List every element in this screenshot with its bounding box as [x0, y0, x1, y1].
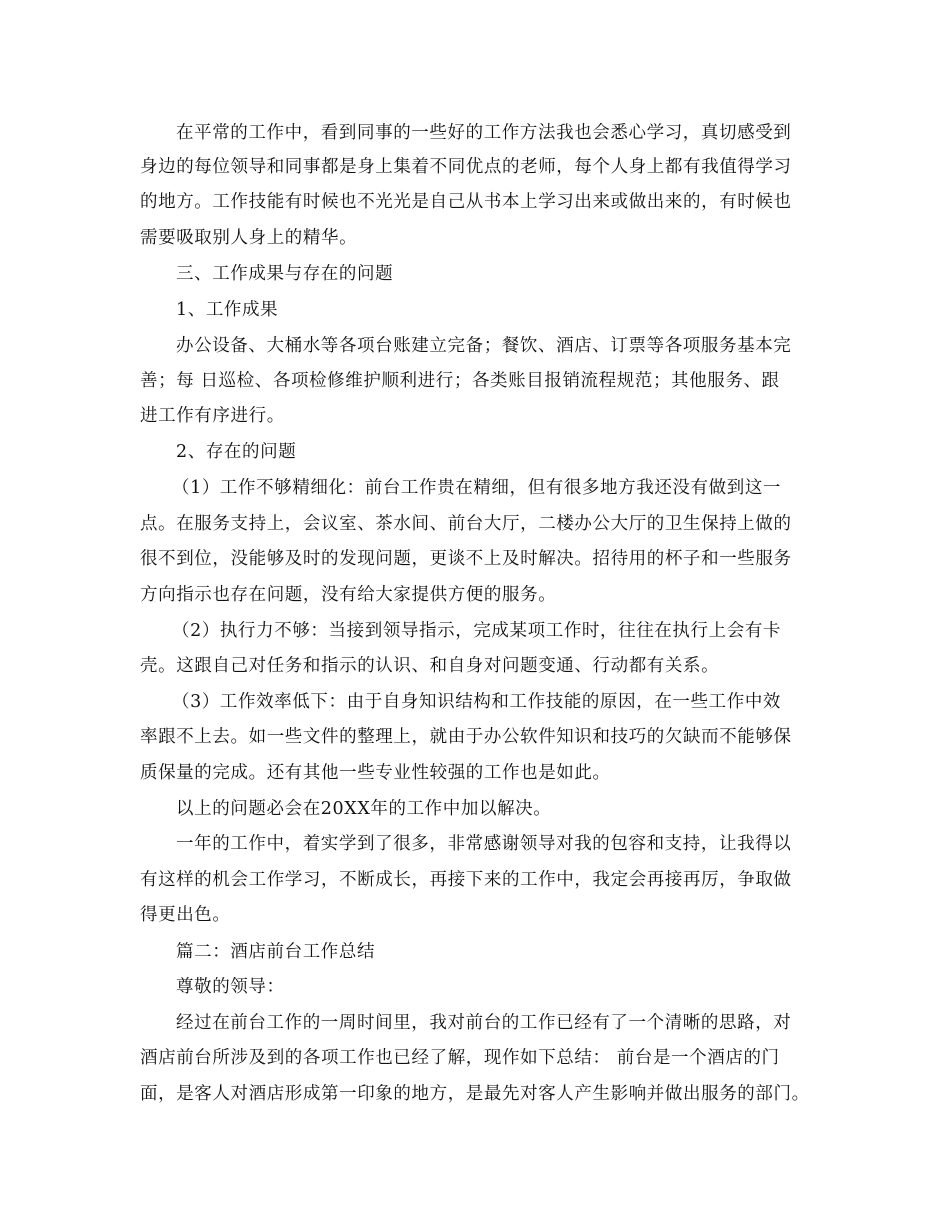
paragraph-line: 率跟不上去。如一些文件的整理上，就由于办公软件知识和技巧的欠缺而不能够保: [140, 727, 792, 747]
paragraph-line: （1）工作不够精细化：前台工作贵在精细，但有很多地方我还没有做到这一: [172, 478, 782, 498]
paragraph-line: 很不到位，没能够及时的发现问题，更谈不上及时解决。招待用的杯子和一些服务: [140, 549, 792, 569]
salutation: 尊敬的领导：: [176, 977, 285, 997]
paragraph-line: 得更出色。: [140, 905, 231, 925]
paragraph-line: 点。在服务支持上，会议室、茶水间、前台大厅，二楼办公大厅的卫生保持上做的: [140, 514, 792, 534]
paragraph-line: 酒店前台所涉及到的各项工作也已经了解，现作如下总结： 前台是一个酒店的门: [140, 1048, 780, 1068]
paragraph-line: 质保量的完成。还有其他一些专业性较强的工作也是如此。: [140, 763, 611, 783]
paragraph-line: 的地方。工作技能有时候也不光光是自己从书本上学习出来或做出来的，有时候也: [140, 192, 792, 212]
paragraph-line: （2）执行力不够：当接到领导指示，完成某项工作时，往往在执行上会有卡: [172, 621, 782, 641]
paragraph-line: 进工作有序进行。: [140, 406, 285, 426]
paragraph-line: 壳。这跟自己对任务和指示的认识、和自身对问题变通、行动都有关系。: [140, 656, 720, 676]
paragraph-line: 办公设备、大桶水等各项台账建立完备；餐饮、酒店、订票等各项服务基本完: [176, 336, 792, 356]
paragraph-line: 身边的每位领导和同事都是身上集着不同优点的老师，每个人身上都有我值得学习: [140, 157, 792, 177]
paragraph-line: 面，是客人对酒店形成第一印象的地方，是最先对客人产生影响并做出服务的部门。: [140, 1084, 810, 1104]
paragraph-line: 方向指示也存在问题，没有给大家提供方便的服务。: [140, 585, 557, 605]
section-heading: 三、工作成果与存在的问题: [176, 264, 394, 284]
paragraph-line: 一年的工作中，着实学到了很多，非常感谢领导对我的包容和支持，让我得以: [176, 834, 792, 854]
paragraph-line: 有这样的机会工作学习，不断成长，再接下来的工作中，我定会再接再厉，争取做: [140, 870, 792, 890]
paragraph-line: 需要吸取别人身上的精华。: [140, 228, 358, 248]
paragraph-line: 以上的问题必会在20XX年的工作中加以解决。: [176, 799, 552, 819]
subsection-heading: 1、工作成果: [176, 300, 279, 320]
section-heading: 篇二：酒店前台工作总结: [176, 942, 376, 962]
paragraph-line: 善；每 日巡检、各项检修维护顺利进行；各类账目报销流程规范；其他服务、跟: [140, 371, 780, 391]
paragraph-line: 在平常的工作中，看到同事的一些好的工作方法我也会悉心学习，真切感受到: [176, 123, 792, 143]
paragraph-line: 经过在前台工作的一周时间里，我对前台的工作已经有了一个清晰的思路，对: [176, 1013, 792, 1033]
subsection-heading: 2、存在的问题: [176, 442, 297, 462]
paragraph-line: （3）工作效率低下：由于自身知识结构和工作技能的原因，在一些工作中效: [172, 692, 782, 712]
